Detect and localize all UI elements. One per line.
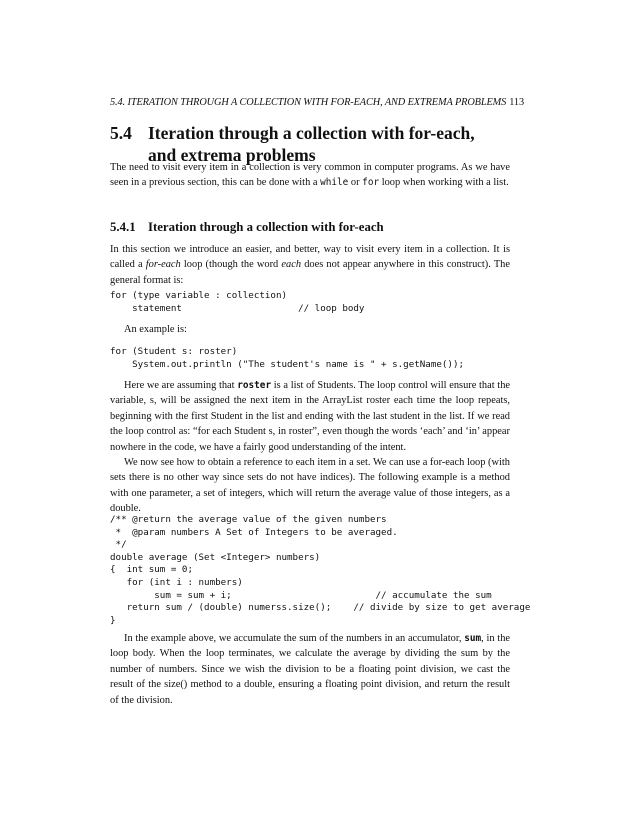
code-sum: sum — [464, 633, 482, 644]
code-block-average-method — [110, 514, 530, 627]
keyword-for: for — [362, 177, 380, 189]
intro-text-3: loop when working with a list. — [379, 177, 509, 189]
keyword-while: while — [320, 177, 349, 189]
code-line: return sum / (double) numerss.size(); // divide by size to get average — [110, 602, 531, 614]
code-line: statement // loop body — [110, 302, 365, 314]
para2-text-1: Here we are assuming that — [124, 380, 238, 391]
code-line: /** @return the average value of the given numbers — [110, 514, 387, 525]
para4-text-2: , in the loop body. When the loop terminates, we calculate the average by dividing the sum by the number of numbers. Since we wish the division to be a floating point division, we cast the result of the size() method to a double, ensuring a floating point division, and return the result of the division. — [110, 633, 510, 706]
para2-text-2: is a list of Students. The loop control will ensure that the variable, s, will be assigned the next item in the ArrayList roster each time the loop repeats, beginning with the first Student in the list and ending with the last student in the list. If we read the loop control as: “for each Student s, in roster”, even though the words ‘each’ and ‘in’ appear nowhere in the code, we have a fairly good understanding of the intent. — [110, 380, 510, 453]
code-block-format — [110, 290, 364, 315]
para1-emphasis-each: each — [281, 259, 302, 271]
code-line: { int sum = 0; — [110, 564, 193, 576]
para1-text-2: loop (though the word — [180, 259, 282, 271]
para1-emphasis-foreach: for-each — [145, 259, 181, 271]
code-line: System.out.println ("The student's name is " + s.getName()); — [110, 358, 465, 370]
page-number: 113 — [509, 97, 524, 108]
intro-text-1: The need to visit every item in a collection is very common in computer programs. As we have seen in a previous section, this can be done with a — [110, 162, 510, 189]
paragraph-roster-explanation — [110, 378, 510, 455]
subsection-number: 5.4.1 — [110, 220, 136, 234]
intro-paragraph — [110, 160, 510, 191]
intro-text-2: or — [348, 177, 363, 189]
code-roster: roster — [237, 380, 272, 391]
section-title-line1: Iteration through a collection with for-each, — [148, 123, 475, 143]
code-line: for (int i : numbers) — [110, 576, 243, 588]
code-block-example — [110, 346, 464, 371]
subsection-title-text: Iteration through a collection with for-each — [148, 220, 384, 234]
para1-text-3: does not appear anywhere in this construct). The general format is: — [110, 259, 510, 286]
running-head — [110, 97, 524, 108]
para4-text-1: In the example above, we accumulate the sum of the numbers in an accumulator, — [124, 633, 465, 644]
code-line: for (type variable : collection) — [110, 290, 288, 301]
running-head-title: 5.4. ITERATION THROUGH A COLLECTION WITH FOR-EACH, AND EXTREMA PROBLEMS — [110, 97, 507, 108]
paragraph-foreach-intro — [110, 242, 510, 288]
para1-text-1: In this section we introduce an easier, and better, way to visit every item in a collection. It is called a — [110, 244, 510, 271]
section-number: 5.4 — [110, 123, 132, 143]
paragraph-set-explanation: We now see how to obtain a reference to each item in a set. We can use a for-each loop (with sets there is no other way since sets do not have indices). The following example is a method with one parameter, a set of integers, which will return the average value of those integers, as a double. — [110, 457, 510, 515]
code-line: for (Student s: roster) — [110, 346, 238, 357]
code-line: * @param numbers A Set of Integers to be averaged. — [110, 526, 398, 538]
code-line: } — [110, 614, 116, 626]
section-title-line2: and extrema problems — [148, 145, 316, 165]
code-line: */ — [110, 539, 127, 551]
code-line: sum = sum + i; // accumulate the sum — [110, 589, 492, 601]
code-line: double average (Set <Integer> numbers) — [110, 551, 321, 563]
example-label: An example is: — [124, 324, 187, 335]
subsection-title — [110, 220, 510, 235]
paragraph-accumulator-explanation — [110, 631, 510, 708]
